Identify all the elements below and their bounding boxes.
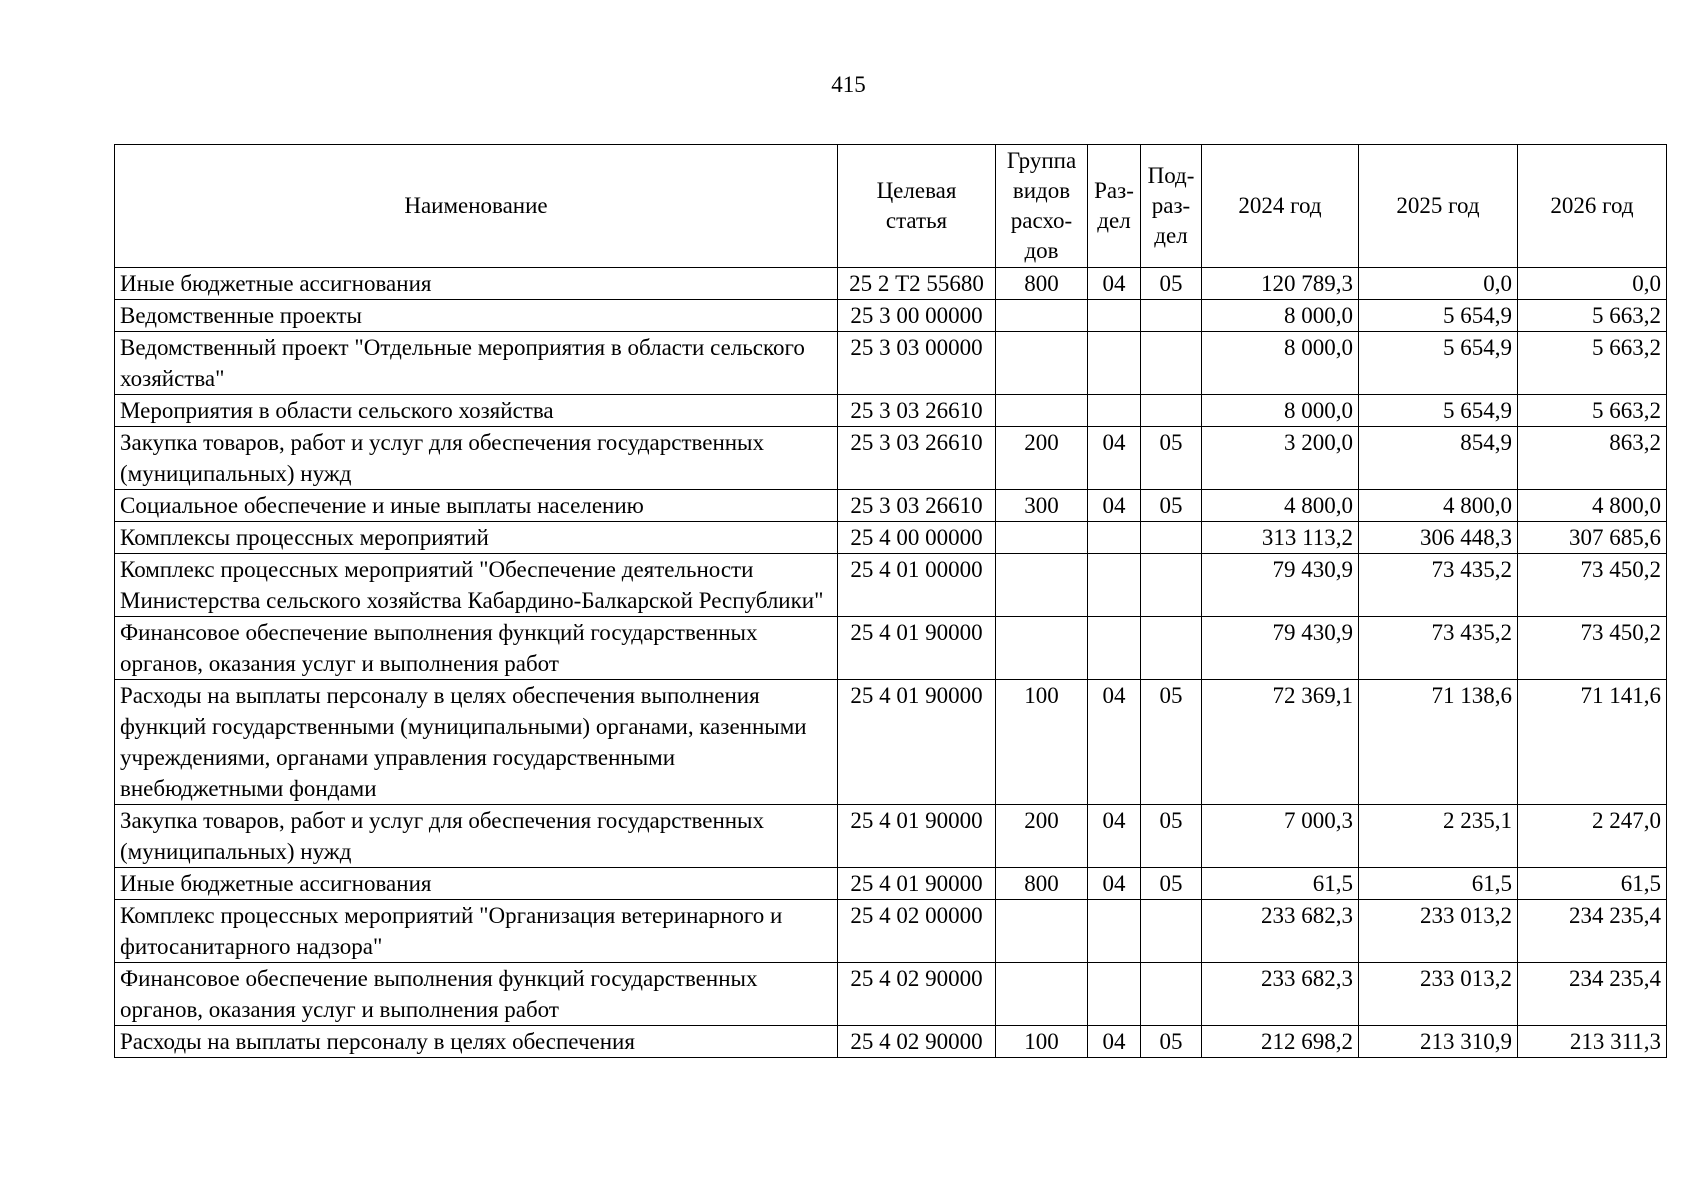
cell-expense-group: 300 (996, 490, 1088, 522)
cell-section (1088, 617, 1141, 680)
cell-2024: 7 000,3 (1202, 805, 1359, 868)
cell-subsection (1141, 522, 1202, 554)
cell-subsection (1141, 332, 1202, 395)
cell-2024: 4 800,0 (1202, 490, 1359, 522)
cell-section (1088, 900, 1141, 963)
cell-2026: 234 235,4 (1518, 963, 1667, 1026)
cell-name: Финансовое обеспечение выполнения функций государственных органов, оказания услуг и выполнения работ (115, 617, 838, 680)
cell-expense-group (996, 900, 1088, 963)
cell-target-code: 25 4 01 90000 (838, 805, 996, 868)
cell-2026: 307 685,6 (1518, 522, 1667, 554)
cell-2025: 5 654,9 (1359, 300, 1518, 332)
cell-2025: 4 800,0 (1359, 490, 1518, 522)
cell-expense-group (996, 300, 1088, 332)
cell-expense-group: 200 (996, 805, 1088, 868)
table-row (115, 554, 1667, 617)
cell-2024: 212 698,2 (1202, 1026, 1359, 1058)
cell-expense-group: 100 (996, 680, 1088, 805)
header-code: Целевая статья (838, 145, 996, 268)
cell-subsection (1141, 617, 1202, 680)
cell-2026: 73 450,2 (1518, 554, 1667, 617)
cell-section (1088, 300, 1141, 332)
table-row (115, 617, 1667, 680)
cell-subsection: 05 (1141, 805, 1202, 868)
cell-subsection: 05 (1141, 268, 1202, 300)
table-row (115, 963, 1667, 1026)
cell-2025: 73 435,2 (1359, 554, 1518, 617)
cell-2026: 4 800,0 (1518, 490, 1667, 522)
cell-2025: 0,0 (1359, 268, 1518, 300)
header-2024: 2024 год (1202, 145, 1359, 268)
cell-subsection: 05 (1141, 427, 1202, 490)
table-row (115, 868, 1667, 900)
page-number: 415 (831, 72, 866, 97)
cell-name: Закупка товаров, работ и услуг для обеспечения государственных (муниципальных) нужд (115, 427, 838, 490)
cell-2025: 5 654,9 (1359, 332, 1518, 395)
table-row (115, 395, 1667, 427)
header-section: Раз- дел (1088, 145, 1141, 268)
cell-2026: 73 450,2 (1518, 617, 1667, 680)
cell-expense-group (996, 963, 1088, 1026)
cell-expense-group (996, 395, 1088, 427)
table-row (115, 427, 1667, 490)
budget-table (114, 144, 1667, 1058)
cell-2024: 313 113,2 (1202, 522, 1359, 554)
cell-2026: 5 663,2 (1518, 332, 1667, 395)
cell-2024: 233 682,3 (1202, 900, 1359, 963)
cell-target-code: 25 4 01 90000 (838, 868, 996, 900)
cell-expense-group: 200 (996, 427, 1088, 490)
table-row (115, 268, 1667, 300)
cell-2025: 306 448,3 (1359, 522, 1518, 554)
cell-target-code: 25 3 03 26610 (838, 490, 996, 522)
cell-2026: 234 235,4 (1518, 900, 1667, 963)
cell-2026: 61,5 (1518, 868, 1667, 900)
cell-subsection (1141, 300, 1202, 332)
cell-2025: 2 235,1 (1359, 805, 1518, 868)
cell-subsection (1141, 395, 1202, 427)
cell-target-code: 25 4 01 90000 (838, 680, 996, 805)
cell-section: 04 (1088, 805, 1141, 868)
cell-target-code: 25 2 Т2 55680 (838, 268, 996, 300)
cell-section: 04 (1088, 490, 1141, 522)
cell-name: Ведомственные проекты (115, 300, 838, 332)
table-row (115, 680, 1667, 805)
cell-subsection (1141, 963, 1202, 1026)
table-row (115, 332, 1667, 395)
cell-subsection (1141, 900, 1202, 963)
cell-subsection: 05 (1141, 680, 1202, 805)
cell-2025: 233 013,2 (1359, 900, 1518, 963)
cell-2026: 213 311,3 (1518, 1026, 1667, 1058)
cell-section: 04 (1088, 268, 1141, 300)
cell-2025: 233 013,2 (1359, 963, 1518, 1026)
cell-2024: 8 000,0 (1202, 332, 1359, 395)
cell-section (1088, 522, 1141, 554)
cell-2025: 73 435,2 (1359, 617, 1518, 680)
cell-2024: 72 369,1 (1202, 680, 1359, 805)
cell-name: Комплекс процессных мероприятий "Организация ветеринарного и фитосанитарного надзора" (115, 900, 838, 963)
table-body (115, 268, 1667, 1058)
cell-2024: 8 000,0 (1202, 395, 1359, 427)
cell-2026: 5 663,2 (1518, 395, 1667, 427)
cell-2024: 79 430,9 (1202, 554, 1359, 617)
cell-name: Расходы на выплаты персоналу в целях обеспечения выполнения функций государственными (муниципальными) органами, казенными учреждениями, органами управления государственными внебюджетными фондами (115, 680, 838, 805)
table-row (115, 522, 1667, 554)
cell-2024: 3 200,0 (1202, 427, 1359, 490)
cell-expense-group (996, 522, 1088, 554)
cell-name: Иные бюджетные ассигнования (115, 268, 838, 300)
table-row (115, 900, 1667, 963)
cell-target-code: 25 3 03 26610 (838, 427, 996, 490)
cell-subsection: 05 (1141, 868, 1202, 900)
cell-2025: 854,9 (1359, 427, 1518, 490)
cell-name: Ведомственный проект "Отдельные мероприятия в области сельского хозяйства" (115, 332, 838, 395)
cell-name: Социальное обеспечение и иные выплаты населению (115, 490, 838, 522)
cell-target-code: 25 4 02 00000 (838, 900, 996, 963)
cell-target-code: 25 3 00 00000 (838, 300, 996, 332)
cell-section: 04 (1088, 1026, 1141, 1058)
cell-expense-group (996, 554, 1088, 617)
cell-2024: 120 789,3 (1202, 268, 1359, 300)
cell-subsection (1141, 554, 1202, 617)
cell-2024: 79 430,9 (1202, 617, 1359, 680)
cell-expense-group: 100 (996, 1026, 1088, 1058)
cell-section: 04 (1088, 427, 1141, 490)
cell-section: 04 (1088, 680, 1141, 805)
cell-2025: 61,5 (1359, 868, 1518, 900)
header-name: Наименование (115, 145, 838, 268)
table-row (115, 1026, 1667, 1058)
cell-2026: 71 141,6 (1518, 680, 1667, 805)
cell-section (1088, 963, 1141, 1026)
cell-2025: 71 138,6 (1359, 680, 1518, 805)
cell-2025: 5 654,9 (1359, 395, 1518, 427)
cell-2026: 863,2 (1518, 427, 1667, 490)
cell-section (1088, 332, 1141, 395)
cell-name: Комплексы процессных мероприятий (115, 522, 838, 554)
cell-subsection: 05 (1141, 1026, 1202, 1058)
cell-target-code: 25 3 03 26610 (838, 395, 996, 427)
header-subsection: Под- раз- дел (1141, 145, 1202, 268)
cell-name: Закупка товаров, работ и услуг для обеспечения государственных (муниципальных) нужд (115, 805, 838, 868)
cell-name: Комплекс процессных мероприятий "Обеспечение деятельности Министерства сельского хозяйства Кабардино-Балкарской Республики" (115, 554, 838, 617)
cell-target-code: 25 4 00 00000 (838, 522, 996, 554)
cell-expense-group: 800 (996, 268, 1088, 300)
header-2025: 2025 год (1359, 145, 1518, 268)
cell-2026: 2 247,0 (1518, 805, 1667, 868)
cell-2024: 8 000,0 (1202, 300, 1359, 332)
cell-name: Иные бюджетные ассигнования (115, 868, 838, 900)
cell-target-code: 25 4 01 90000 (838, 617, 996, 680)
cell-section (1088, 554, 1141, 617)
cell-name: Мероприятия в области сельского хозяйства (115, 395, 838, 427)
cell-section: 04 (1088, 868, 1141, 900)
cell-section (1088, 395, 1141, 427)
cell-expense-group (996, 617, 1088, 680)
header-2026: 2026 год (1518, 145, 1667, 268)
cell-target-code: 25 4 02 90000 (838, 1026, 996, 1058)
cell-name: Расходы на выплаты персоналу в целях обеспечения (115, 1026, 838, 1058)
cell-subsection: 05 (1141, 490, 1202, 522)
cell-expense-group: 800 (996, 868, 1088, 900)
table-row (115, 490, 1667, 522)
cell-target-code: 25 4 02 90000 (838, 963, 996, 1026)
table-header-row (115, 145, 1667, 268)
table-row (115, 300, 1667, 332)
cell-expense-group (996, 332, 1088, 395)
cell-2026: 0,0 (1518, 268, 1667, 300)
cell-2024: 61,5 (1202, 868, 1359, 900)
cell-2026: 5 663,2 (1518, 300, 1667, 332)
cell-2024: 233 682,3 (1202, 963, 1359, 1026)
cell-target-code: 25 3 03 00000 (838, 332, 996, 395)
cell-target-code: 25 4 01 00000 (838, 554, 996, 617)
cell-name: Финансовое обеспечение выполнения функций государственных органов, оказания услуг и выполнения работ (115, 963, 838, 1026)
cell-2025: 213 310,9 (1359, 1026, 1518, 1058)
header-group: Группа видов расхо- дов (996, 145, 1088, 268)
table-row (115, 805, 1667, 868)
